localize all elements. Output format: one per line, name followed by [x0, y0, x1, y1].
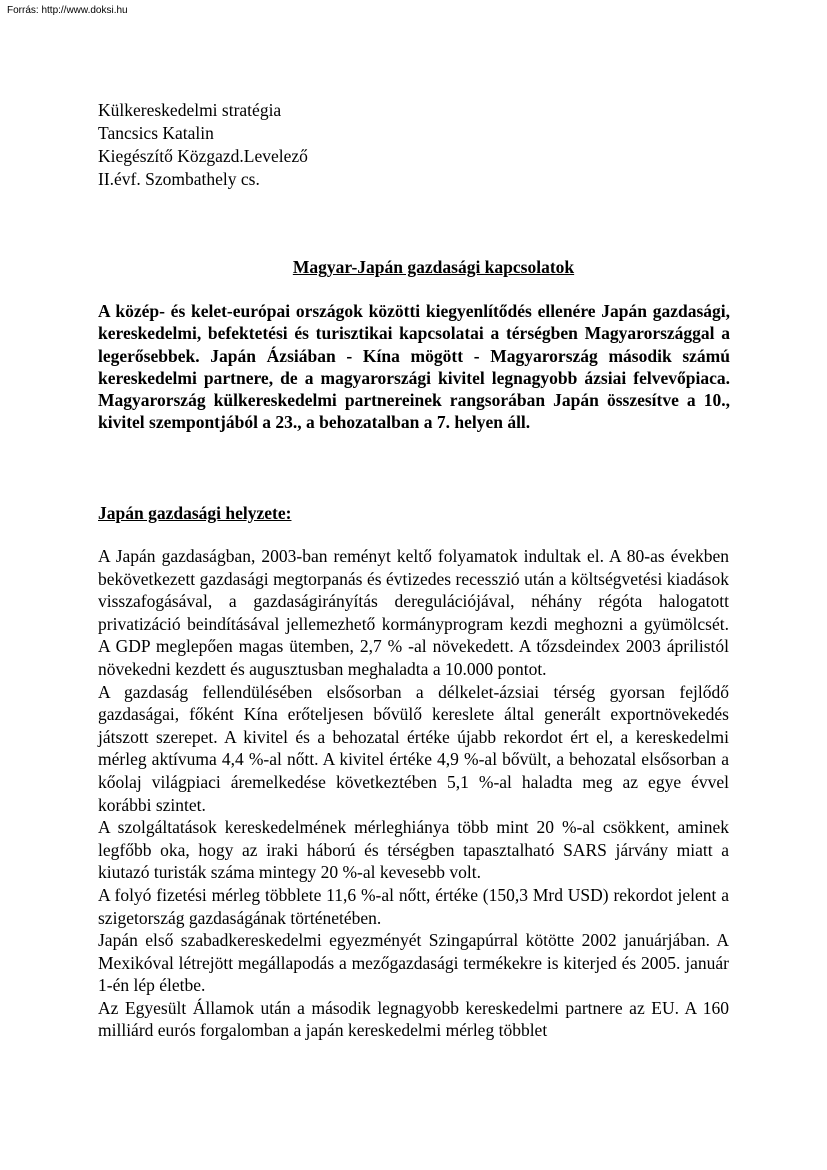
- paragraph: A Japán gazdaságban, 2003-ban reményt keltő folyamatok indultak el. A 80-as években bekövetkezett gazdasági megtorpanás és évtizedes recesszió után a költségvetési kiadások visszafogásával, a gazdaságirányítás deregulációjával, néhány régóta halogatott privatizáció beindításával jellemezhető kormányprogram kezdi meghozni a gyümölcsét. A GDP meglepően magas ütemben, 2,7 % -al növekedett. A tőzsdeindex 2003 áprilistól növekedni kezdett és augusztusban meghaladta a 10.000 pontot.: [98, 546, 729, 679]
- document-title: Magyar-Japán gazdasági kapcsolatok: [292, 257, 575, 277]
- paragraph: A folyó fizetési mérleg többlete 11,6 %-al nőtt, értéke (150,3 Mrd USD) rekordot jelent a szigetország gazdaságának történetében.: [98, 884, 729, 928]
- source-url: Forrás: http://www.doksi.hu: [7, 5, 128, 16]
- paragraph: A szolgáltatások kereskedelmének mérleghiánya több mint 20 %-al csökkent, aminek legfőbb oka, hogy az iraki háború és térségben tapasztalható SARS járvány miatt a kiutazó turisták száma mintegy 20 %-al kevesebb volt.: [98, 817, 729, 883]
- course-title: Külkereskedelmi stratégia: [98, 100, 282, 120]
- abstract: A közép- és kelet-európai országok közötti kiegyenlítődés ellenére Japán gazdasági, kereskedelmi, befektetési és turisztikai kapcsolatai a térségben Magyarországgal a legerősebbek. Japán Ázsiában - Kína mögött - Magyarország második számú kereskedelmi partnere, de a magyarországi kivitel legnagyobb ázsiai felvevőpiaca. Magyarország külkereskedelmi partnereinek rangsorában Japán összesítve a 10., kivitel szempontjából a 23., a behozatalban a 7. helyen áll.: [98, 301, 730, 433]
- paragraph: Az Egyesült Államok után a második legnagyobb kereskedelmi partnere az EU. A 160 milliárd eurós forgalomban a japán kereskedelmi mérleg többlet: [98, 997, 729, 1041]
- program-name: Kiegészítő Közgazd.Levelező: [98, 146, 308, 166]
- body-text: [98, 545, 729, 1042]
- section-heading: Japán gazdasági helyzete:: [98, 503, 292, 523]
- paragraph: Japán első szabadkereskedelmi egyezményét Szingapúrral kötötte 2002 januárjában. A Mexikóval létrejött megállapodás a mezőgazdasági termékekre is kiterjed és 2005. január 1-én lép életbe.: [98, 930, 729, 996]
- paragraph: A gazdaság fellendülésében elsősorban a délkelet-ázsiai térség gyorsan fejlődő gazdaságai, főként Kína erőteljesen bővülő kereslete által generált exportnövekedés játszott szerepet. A kivitel és a behozatal értéke újabb rekordot ért el, a kereskedelmi mérleg aktívuma 4,4 %-al nőtt. A kivitel értéke 4,9 %-al bővült, a behozatal elsősorban a kőolaj világpiaci áremelkedése következtében 5,1 %-al haladta meg az egye évvel korábbi szintet.: [98, 681, 729, 815]
- author-name: Tancsics Katalin: [98, 123, 214, 143]
- year-location: II.évf. Szombathely cs.: [98, 169, 260, 189]
- author-header: [98, 99, 308, 191]
